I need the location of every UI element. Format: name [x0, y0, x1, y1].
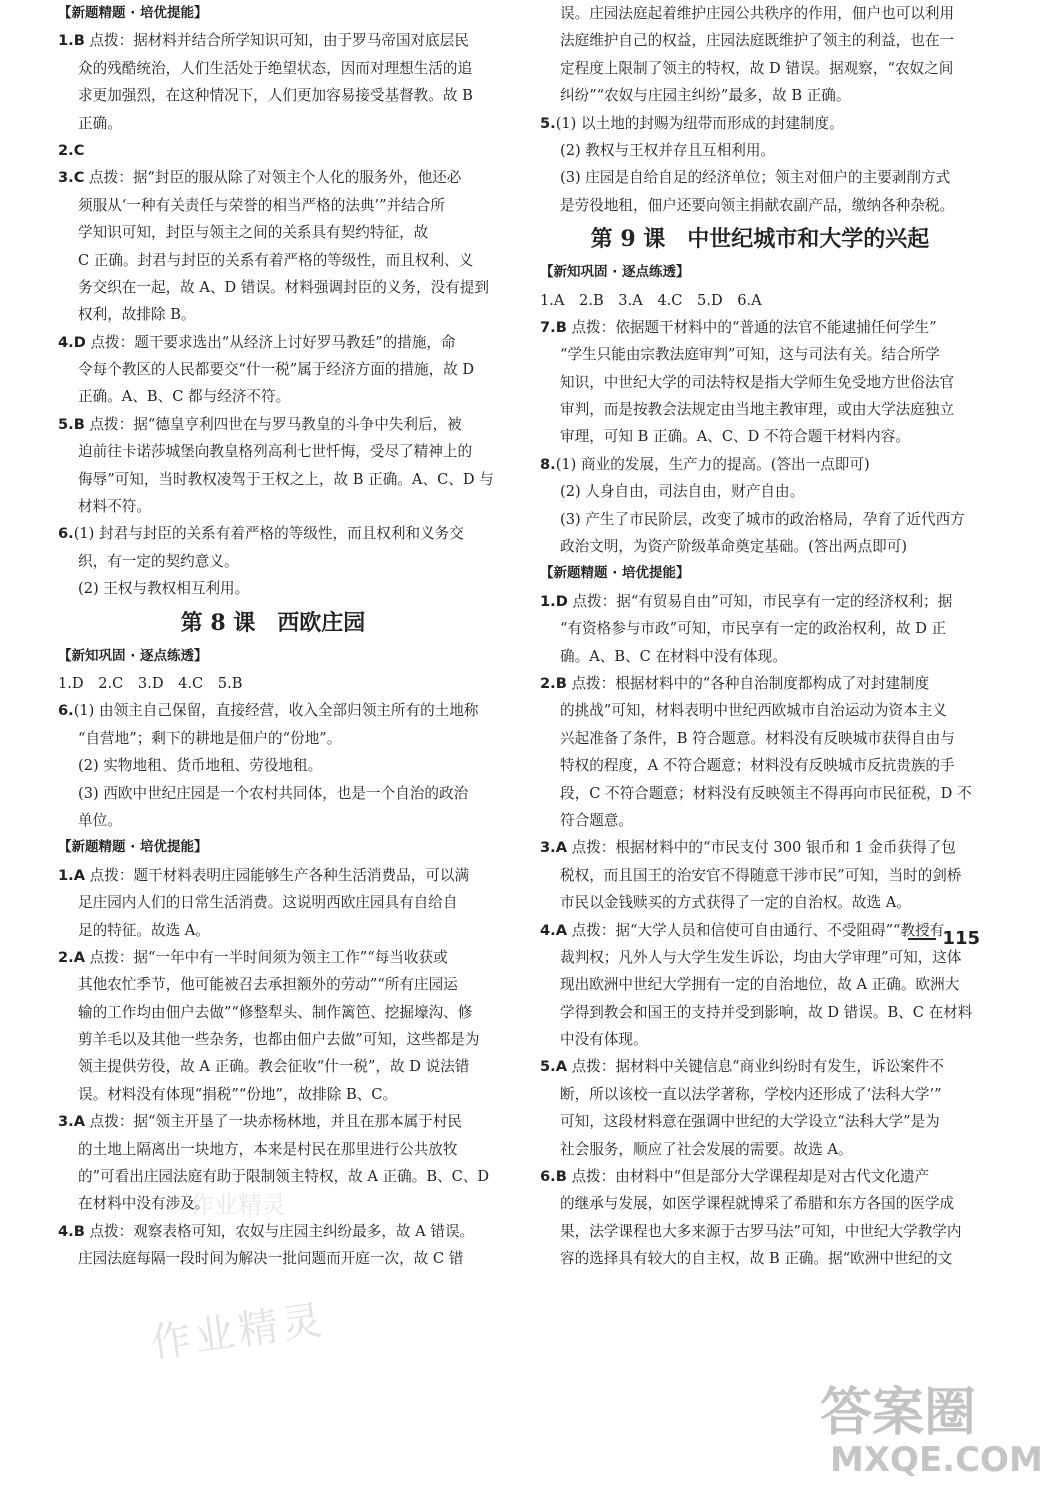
answer-line	[540, 55, 980, 82]
answer-text: 侮辱”可知，当时教权凌驾于王权之上，故 B 正确。A、C、D 与	[78, 470, 494, 488]
answer-line	[540, 314, 980, 341]
section-header	[58, 643, 488, 670]
answer-text: 断，所以该校一直以法学著称，学校内还形成了‘法科大学’”	[560, 1085, 942, 1103]
answer-text: (3) 产生了市民阶层，改变了城市的政治格局，孕育了近代西方	[560, 510, 965, 528]
answer-line	[540, 1053, 980, 1080]
answer-line	[58, 697, 488, 724]
answer-text: 社会服务，顺应了社会发展的需要。故选 A。	[560, 1140, 853, 1158]
answer-text: 的”可看出庄园法庭有助于限制领主特权，故 A 正确。B、C、D	[78, 1168, 490, 1186]
answer-text: 点拨：据“有贸易自由”可知，市民享有一定的经济权利；据	[567, 592, 953, 610]
answer-text: (3) 庄园是自给自足的经济单位；领主对佃户的主要剥削方式	[560, 169, 951, 187]
answer-line	[58, 725, 488, 752]
lesson-title	[540, 219, 980, 259]
answer-text: 符合题意。	[560, 811, 633, 829]
answer-text: (2) 人身自由，司法自由，财产自由。	[560, 483, 805, 501]
answer-text: 点拨：据材料并结合所学知识可知，由于罗马帝国对底层民	[84, 32, 469, 50]
question-number: 2.A	[58, 948, 85, 966]
answer-text: 定程度上限制了领主的特权，故 D 错误。据观察，“农奴之间	[560, 59, 954, 77]
question-number: 7.B	[540, 318, 567, 336]
answer-line	[58, 466, 494, 493]
answer-text: 是劳役地租，佃户还要向领主捐献农副产品，缴纳各种杂税。	[560, 196, 955, 214]
answer-line	[540, 615, 980, 642]
answer-line	[540, 1026, 980, 1053]
answer-text: 特权的程度，A 不符合题意；材料没有反映城市反抗贵族的手	[560, 757, 955, 775]
answer-text: 果，法学课程也大多来源于古罗马法”可知，中世纪大学教学内	[560, 1222, 962, 1240]
left-column	[58, 0, 494, 1273]
question-number: 1.D	[540, 592, 568, 610]
answer-line	[540, 889, 980, 916]
watermark-zuoye: 作业精灵	[148, 1296, 329, 1367]
answer-line	[540, 1245, 980, 1272]
section-header	[58, 834, 488, 861]
answer-text: 输的工作均由佃户去做”“修整犁头、制作篱笆、挖掘壕沟、修	[78, 1003, 473, 1021]
answer-text: 正确。A、B、C 都与经济不符。	[78, 388, 291, 406]
question-number: 3.A	[58, 1113, 85, 1131]
answer-text: 求更加强烈，在这种情况下，人们更加容易接受基督教。故 B	[78, 87, 473, 105]
answer-text: 庄园法庭每隔一段时间为解决一批问题而开庭一次，故 C 错	[78, 1250, 464, 1268]
question-number: 5.A	[540, 1058, 567, 1076]
section-header	[540, 259, 980, 286]
answer-text: 点拨：根据材料中的“市民支付 300 银币和 1 金币获得了包	[567, 839, 956, 857]
answer-text: 1.A 2.B 3.A 4.C 5.D 6.A	[540, 291, 762, 309]
lesson-title	[58, 603, 488, 643]
answer-text: 点拨：据“德皇亨利四世在与罗马教皇的斗争中失利后，被	[84, 415, 462, 433]
answer-text: 点拨：据“大学人员和信使可自由通行、不受阻碍”“教授有	[567, 921, 945, 939]
answer-text: 的继承与发展，如医学课程就博采了希腊和东方各国的医学成	[560, 1195, 955, 1213]
answer-line	[58, 670, 488, 697]
answer-line	[58, 411, 488, 438]
answer-text: 正确。	[78, 114, 122, 132]
answer-text: 的挑战”可知，材料表明中世纪西欧城市自治运动为资本主义	[560, 702, 947, 720]
answer-line	[58, 944, 488, 971]
answer-text: (2) 教权与王权并存且互相利用。	[560, 141, 776, 159]
answer-line	[58, 548, 488, 575]
answer-line	[540, 670, 980, 697]
answer-line	[58, 1108, 488, 1135]
answer-line	[58, 55, 488, 82]
answer-text: 法庭维护自己的权益，庄园法庭既维护了领主的利益，也在一	[560, 32, 955, 50]
question-number: 2.C	[58, 141, 85, 159]
answer-line	[540, 697, 980, 724]
answer-line	[58, 889, 488, 916]
answer-text: 段，C 不符合题意；材料没有反映领主不得再向市民征税，D 不	[560, 784, 972, 802]
answer-text: 须服从‘一种有关责任与荣誉的相当严格的法典’”并结合所	[78, 196, 445, 214]
answer-line	[58, 999, 488, 1026]
answer-line	[540, 1163, 980, 1190]
answer-line	[540, 192, 980, 219]
answer-text: 纠纷”“农奴与庄园主纠纷”最多，故 B 正确。	[560, 87, 851, 105]
answer-line	[58, 329, 488, 356]
answer-line	[58, 493, 488, 520]
answer-line	[58, 752, 488, 779]
answer-text: 在材料中没有涉及。	[78, 1195, 210, 1213]
answer-line	[58, 164, 488, 191]
answer-text: 材料不符。	[78, 498, 151, 516]
answer-line	[58, 192, 488, 219]
question-number: 1.A	[58, 866, 85, 884]
answer-text: 学知识可知，封臣与领主之间的关系具有契约特征，故	[78, 224, 429, 242]
answer-line	[540, 1108, 980, 1135]
answer-text: 【新题精题 · 培优提能】	[58, 839, 208, 856]
answer-line	[58, 274, 488, 301]
answer-text: 点拨：观察表格可知，农奴与庄园主纠纷最多，故 A 错误。	[84, 1222, 475, 1240]
question-number: 4.D	[58, 333, 86, 351]
page-number	[908, 928, 980, 949]
answer-text: 点拨：题干材料表明庄园能够生产各种生活消费品，可以满	[85, 866, 470, 884]
answer-line	[58, 1245, 488, 1272]
answer-text: (1) 商业的发展，生产力的提高。(答出一点即可)	[555, 455, 870, 473]
answer-line	[540, 164, 980, 191]
answer-text: (2) 王权与教权相互利用。	[78, 580, 250, 598]
watermark-daanquan: 答案圈	[820, 1383, 977, 1443]
answer-text: “自营地”；剩下的耕地是佃户的“份地”。	[78, 729, 342, 747]
question-number: 2.B	[540, 674, 567, 692]
section-header	[58, 0, 488, 27]
answer-line	[58, 575, 488, 602]
answer-line	[540, 0, 980, 27]
answer-line	[58, 862, 488, 889]
answer-text: 第 8 课 西欧庄园	[180, 609, 366, 636]
answer-line	[58, 247, 488, 274]
answer-text: 现出欧洲中世纪大学拥有一定的自治地位，故 A 正确。欧洲大	[560, 976, 960, 994]
right-column	[540, 0, 980, 1273]
answer-text: 政治文明，为资产阶级革命奠定基础。(答出两点即可)	[560, 538, 908, 556]
answer-line	[58, 1136, 488, 1163]
answer-line	[58, 27, 488, 54]
answer-line	[540, 369, 980, 396]
answer-text: 学得到教会和国王的支持并受到影响，故 D 错误。B、C 在材料	[560, 1003, 973, 1021]
answer-text: (2) 实物地租、货币地租、劳役地租。	[78, 757, 323, 775]
section-header	[540, 560, 980, 587]
answer-text: 中没有体现。	[560, 1031, 648, 1049]
answer-text: C 正确。封君与封臣的关系有着严格的等级性，而且权利、义	[78, 251, 474, 269]
answer-text: 【新知巩固 · 逐点练透】	[540, 264, 690, 281]
question-number: 4.B	[58, 1222, 85, 1240]
answer-text: 知识，中世纪大学的司法特权是指大学师生免受地方世俗法官	[560, 373, 955, 391]
answer-text: 点拨：根据材料中的“各种自治制度都构成了对封建制度	[566, 674, 930, 692]
answer-text: 剪羊毛以及其他一些杂务，也都由佃户去做”可知，这些都是为	[78, 1031, 480, 1049]
question-number: 6.B	[540, 1168, 567, 1186]
answer-line	[58, 971, 488, 998]
answer-line	[58, 356, 488, 383]
answer-line	[540, 506, 980, 533]
answer-line	[58, 807, 488, 834]
answer-line	[540, 82, 980, 109]
answer-line	[540, 780, 980, 807]
answer-line	[58, 1081, 488, 1108]
answer-text: 容的选择具有较大的自主权，故 B 正确。据“欧洲中世纪的文	[560, 1250, 953, 1268]
answer-text: 点拨：据材料中关键信息“商业纠纷时有发生，诉讼案件不	[567, 1058, 944, 1076]
answer-text: 点拨：题干要求选出“从经济上讨好罗马教廷”的措施，命	[85, 333, 456, 351]
question-number: 3.A	[540, 839, 567, 857]
answer-line	[58, 383, 488, 410]
answer-text: “有资格参与市政”可知，市民享有一定的政治权利，故 D 正	[560, 620, 947, 638]
answer-line	[540, 752, 980, 779]
question-number: 5.B	[58, 415, 85, 433]
answer-line	[58, 917, 488, 944]
answer-text: 务交织在一起，故 A、D 错误。材料强调封臣的义务，没有提到	[78, 278, 489, 296]
answer-line	[540, 27, 980, 54]
answer-line	[540, 807, 980, 834]
answer-text: 第 9 课 中世纪城市和大学的兴起	[590, 226, 930, 253]
answer-text: 【新题精题 · 培优提能】	[58, 5, 208, 21]
answer-line	[540, 1136, 980, 1163]
watermark-small: 作业精灵	[190, 1191, 286, 1219]
page-number-text: 115	[942, 928, 980, 949]
answer-text: 市民以金钱赎买的方式获得了一定的自治权。故选 A。	[560, 894, 911, 912]
answer-line	[540, 533, 980, 560]
answer-text: 点拨：依据题干材料中的“普通的法官不能逮捕任何学生”	[566, 318, 937, 336]
question-number: 5.	[540, 114, 556, 132]
answer-text: 足庄园内人们的日常生活消费。这说明西欧庄园具有自给自	[78, 894, 458, 912]
answer-text: 【新题精题 · 培优提能】	[540, 565, 690, 582]
answer-line	[58, 1053, 488, 1080]
answer-text: 确。A、B、C 在材料中没有体现。	[560, 647, 787, 665]
answer-text: 税权，而且国王的治安官不得随意干涉市民”可知，当时的剑桥	[560, 866, 962, 884]
answer-line	[540, 999, 980, 1026]
answer-text: 1.D 2.C 3.D 4.C 5.B	[58, 674, 243, 692]
answer-line	[58, 438, 488, 465]
answer-text: 点拨：据“封臣的服从除了对领主个人化的服务外，他还必	[84, 169, 462, 187]
question-number: 6.	[58, 525, 74, 543]
answer-text: 点拨：据“领主开垦了一块赤杨林地，并且在那本属于村民	[85, 1113, 462, 1131]
answer-line	[540, 971, 980, 998]
question-number: 3.C	[58, 169, 85, 187]
answer-line	[540, 451, 980, 478]
answer-text: 可知，这段材料意在强调中世纪的大学设立“法科大学”是为	[560, 1113, 940, 1131]
answer-line	[540, 1218, 980, 1245]
answer-line	[540, 1081, 980, 1108]
answer-line	[540, 137, 980, 164]
answer-text: 审判，而是按教会法规定由当地主教审理，或由大学法庭独立	[560, 401, 955, 419]
answer-line	[58, 137, 488, 164]
answer-line	[58, 301, 488, 328]
answer-text: 领主提供劳役，故 A 正确。教会征收“什一税”，故 D 说法错	[78, 1058, 470, 1076]
question-number: 6.	[58, 702, 74, 720]
answer-line	[58, 110, 488, 137]
answer-text: 裁判权；凡外人与大学生发生诉讼，均由大学审理”可知，这体	[560, 948, 962, 966]
answer-line	[540, 725, 980, 752]
answer-text: 迫前往卡诺莎城堡向教皇格列高利七世忏悔，受尽了精神上的	[78, 443, 473, 461]
answer-text: (1) 由领主自己保留，直接经营，收入全部归领主所有的土地称	[73, 702, 479, 720]
answer-text: 其他农忙季节，他可能被召去承担额外的劳动”“所有庄园运	[78, 976, 458, 994]
answer-line	[58, 520, 488, 547]
answer-text: 织，有一定的契约意义。	[78, 552, 239, 570]
answer-line	[58, 82, 488, 109]
answer-line	[540, 396, 980, 423]
answer-text: (3) 西欧中世纪庄园是一个农村共同体，也是一个自治的政治	[78, 784, 469, 802]
answer-text: “学生只能由宗教法庭审判”可知，这与司法有关。结合所学	[560, 346, 940, 364]
answer-text: 审理，可知 B 正确。A、C、D 不符合题干材料内容。	[560, 428, 910, 446]
answer-line	[540, 862, 980, 889]
answer-text: (1) 以土地的封赐为纽带而形成的封建制度。	[555, 114, 844, 132]
answer-text: 点拨：由材料中“但是部分大学课程却是对古代文化遗产	[566, 1168, 930, 1186]
answer-line	[540, 834, 980, 861]
answer-line	[540, 478, 980, 505]
question-number: 4.A	[540, 921, 567, 939]
question-number: 8.	[540, 455, 556, 473]
answer-line	[540, 287, 980, 314]
answer-text: 令每个教区的人民都要交“什一税”属于经济方面的措施，故 D	[78, 361, 475, 379]
answer-line	[58, 1218, 488, 1245]
answer-text: 误。材料没有体现“捐税”“份地”，故排除 B、C。	[78, 1085, 398, 1103]
page-number-dash	[908, 938, 936, 940]
answer-text: 点拨：据“一年中有一半时间须为领主工作”“每当收获或	[85, 948, 448, 966]
answer-text: (1) 封君与封臣的关系有着严格的等级性，而且权利和义务交	[73, 525, 464, 543]
answer-text: 误。庄园法庭起着维护庄园公共秩序的作用，佃户也可以利用	[560, 5, 955, 22]
answer-text: 兴起准备了条件，B 符合题意。材料没有反映城市获得自由与	[560, 729, 955, 747]
answer-text: 足的特征。故选 A。	[78, 921, 210, 939]
answer-line	[58, 1026, 488, 1053]
watermark-url: MXQE.COM	[830, 1440, 1043, 1480]
answer-text: 【新知巩固 · 逐点练透】	[58, 647, 208, 664]
answer-line	[540, 643, 980, 670]
answer-line	[58, 780, 488, 807]
answer-line	[540, 588, 980, 615]
answer-text: 单位。	[78, 811, 122, 829]
answer-line	[540, 341, 980, 368]
answer-text: 的土地上隔离出一块地方，本来是村民在那里进行公共放牧	[78, 1140, 458, 1158]
answer-text: 众的残酷统治，人们生活处于绝望状态，因而对理想生活的追	[78, 59, 473, 77]
answer-line	[58, 219, 488, 246]
answer-line	[540, 1190, 980, 1217]
answer-line	[540, 423, 980, 450]
question-number: 1.B	[58, 32, 85, 50]
answer-text: 权利，故排除 B。	[78, 306, 196, 324]
answer-line	[540, 110, 980, 137]
